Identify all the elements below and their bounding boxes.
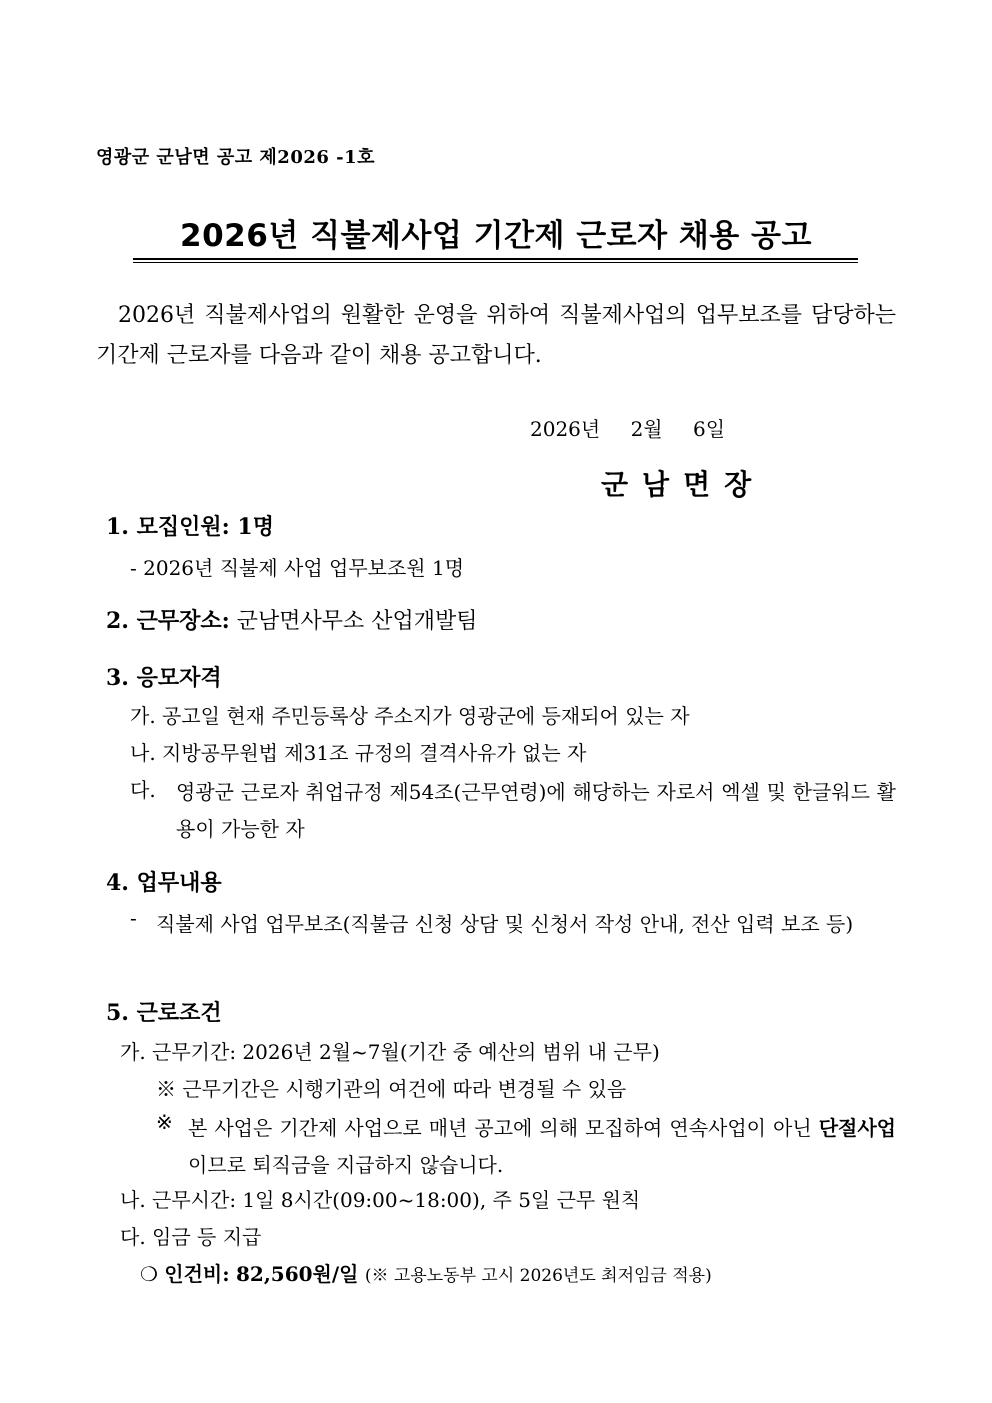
section-2-label: 2. 근무장소: (106, 608, 230, 634)
section-3-heading: 3. 응모자격 (106, 665, 222, 691)
title-underline (133, 258, 858, 260)
section-3-item-da-label: 다. (130, 778, 156, 802)
notice-number: 영광군 군남면 공고 제2026 -1호 (96, 147, 376, 168)
page-title: 2026년 직불제사업 기간제 근로자 채용 공고 (180, 218, 812, 254)
section-5-note-1: ※ 근무기간은 시행기관의 여건에 따라 변경될 수 있음 (156, 1077, 627, 1101)
title-underline-thin (133, 262, 858, 263)
section-5-note-2 (188, 1110, 896, 1184)
section-5-item-da: 다. 임금 등 지급 (120, 1225, 262, 1249)
section-4-item: 직불제 사업 업무보조(직불금 신청 상담 및 신청서 작성 안내, 전산 입력 보조 등) (156, 912, 854, 936)
intro-paragraph: 2026년 직불제사업의 원활한 운영을 위하여 직불제사업의 업무보조를 담당하는 기간제 근로자를 다음과 같이 채용 공고합니다. (96, 303, 896, 368)
wage-label: 인건비: (164, 1262, 230, 1286)
section-3-item-ga: 가. 공고일 현재 주민등록상 주소지가 영광군에 등재되어 있는 자 (130, 704, 690, 728)
section-5-item-ga: 가. 근무기간: 2026년 2월~7월(기간 중 예산의 범위 내 근무) (120, 1040, 660, 1064)
section-5-item-na: 나. 근무시간: 1일 8시간(09:00~18:00), 주 5일 근무 원칙 (120, 1188, 641, 1212)
section-5-note-2-c: 이므로 퇴직금을 지급하지 않습니다. (188, 1153, 504, 1177)
section-5-note-2-mark: ※ (156, 1110, 173, 1134)
circle-bullet-icon: ❍ (140, 1262, 158, 1286)
wage-note: (※ 고용노동부 고시 2026년도 최저임금 적용) (364, 1266, 712, 1286)
section-4-heading: 4. 업무내용 (106, 870, 222, 896)
section-5-note-2-emphasis: 단절사업 (818, 1116, 896, 1140)
section-4-item-dash: - (130, 906, 137, 930)
section-2-value: 군남면사무소 산업개발팀 (236, 609, 478, 634)
section-2-heading (106, 604, 478, 635)
signer: 군남면장 (601, 468, 766, 501)
section-3-item-na: 나. 지방공무원법 제31조 규정의 결격사유가 없는 자 (130, 741, 587, 765)
section-1-item: - 2026년 직불제 사업 업무보조원 1명 (130, 556, 465, 580)
notice-date: 2026년 2월 6일 (530, 417, 726, 441)
section-5-heading: 5. 근로조건 (106, 1000, 222, 1026)
wage-line (140, 1258, 712, 1287)
wage-value: 82,560원/일 (236, 1262, 359, 1286)
section-5-note-2-a: 본 사업은 기간제 사업으로 매년 공고에 의해 모집하여 연속사업이 아닌 (188, 1116, 812, 1140)
section-1-heading: 1. 모집인원: 1명 (106, 514, 274, 540)
section-3-item-da: 영광군 근로자 취업규정 제54조(근무연령)에 해당하는 자로서 엑셀 및 한글워드 활용이 가능한 자 (176, 780, 896, 841)
